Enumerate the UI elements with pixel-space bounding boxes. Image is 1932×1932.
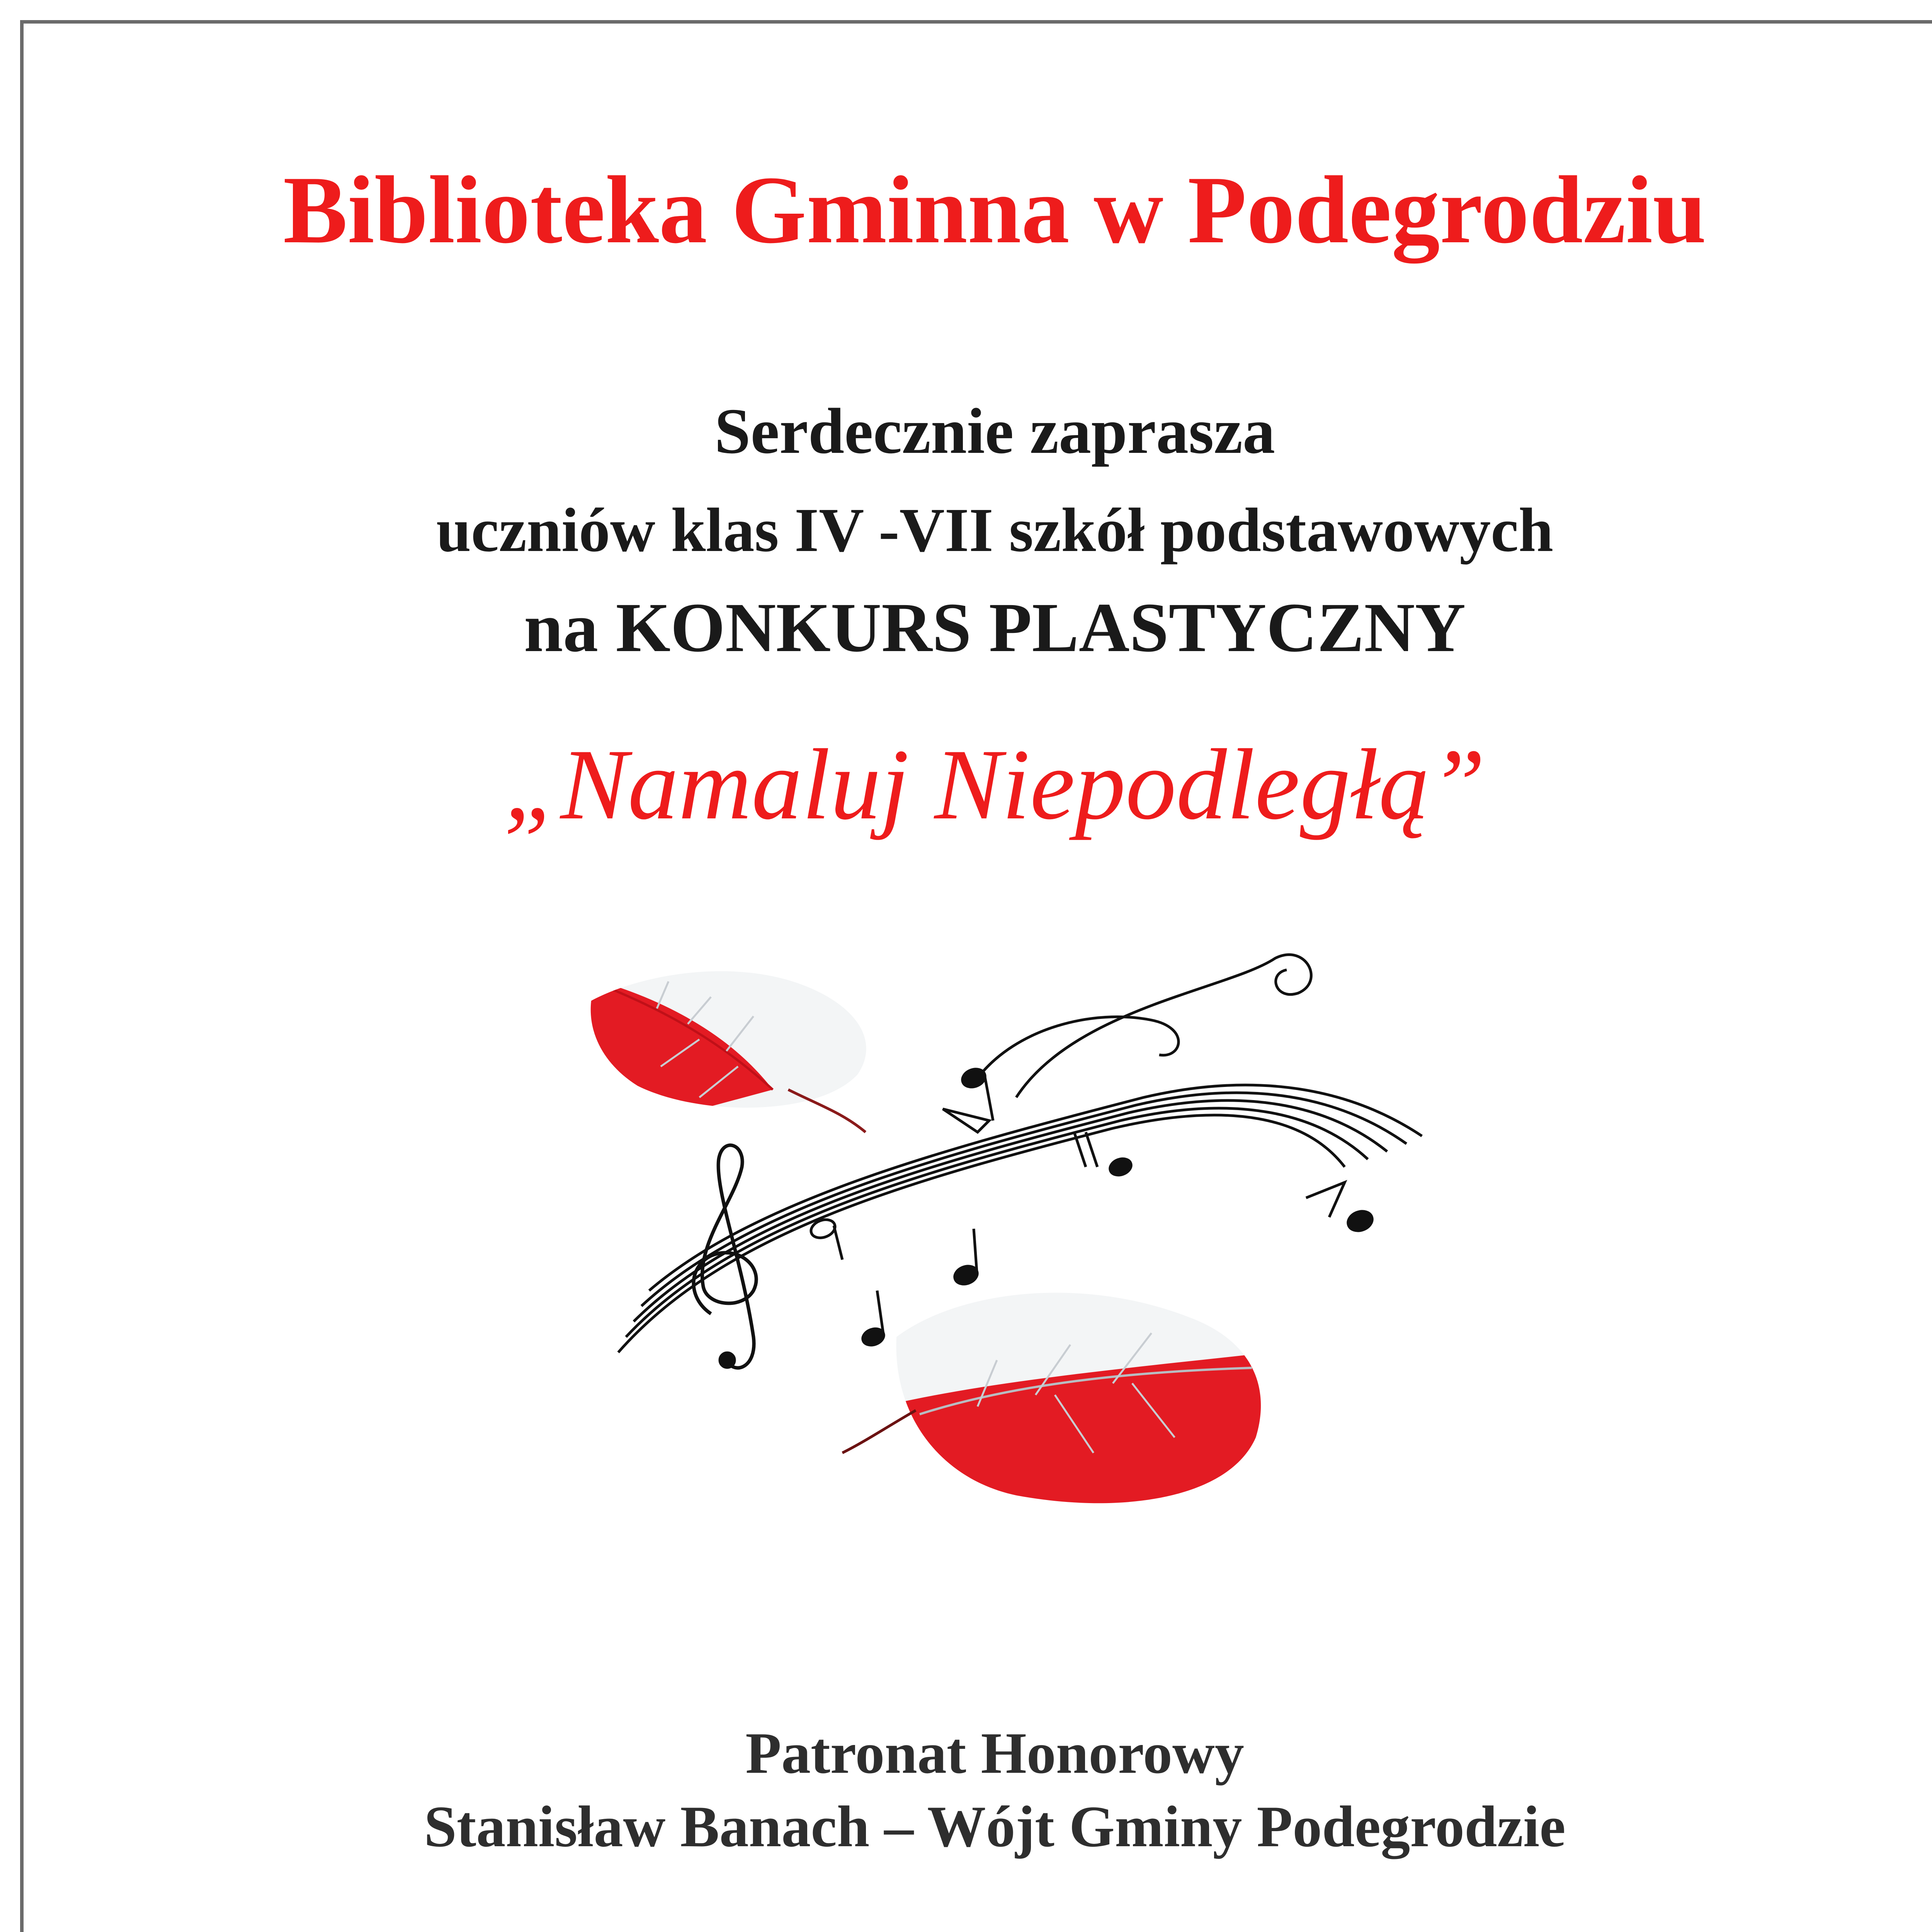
leaves-and-music-illustration [572,951,1453,1561]
contest-line: na KONKURS PLASTYCZNY [524,589,1466,667]
red-white-leaf-icon [842,1260,1306,1530]
library-title: Biblioteka Gminna w Podegrodziu [283,156,1707,264]
contest-motto: „Namaluj Niepodległą” [504,728,1486,840]
red-white-leaf-icon [572,951,920,1144]
audience-line: uczniów klas IV -VII szkół podstawowych [436,496,1553,565]
invitation-line: Serdecznie zaprasza [714,395,1275,467]
treble-clef-icon [694,1145,756,1368]
patronage-title: Patronat Honorowy [745,1721,1244,1786]
patron-name: Stanisław Banach – Wójt Gminy Podegrodzie [424,1794,1566,1859]
